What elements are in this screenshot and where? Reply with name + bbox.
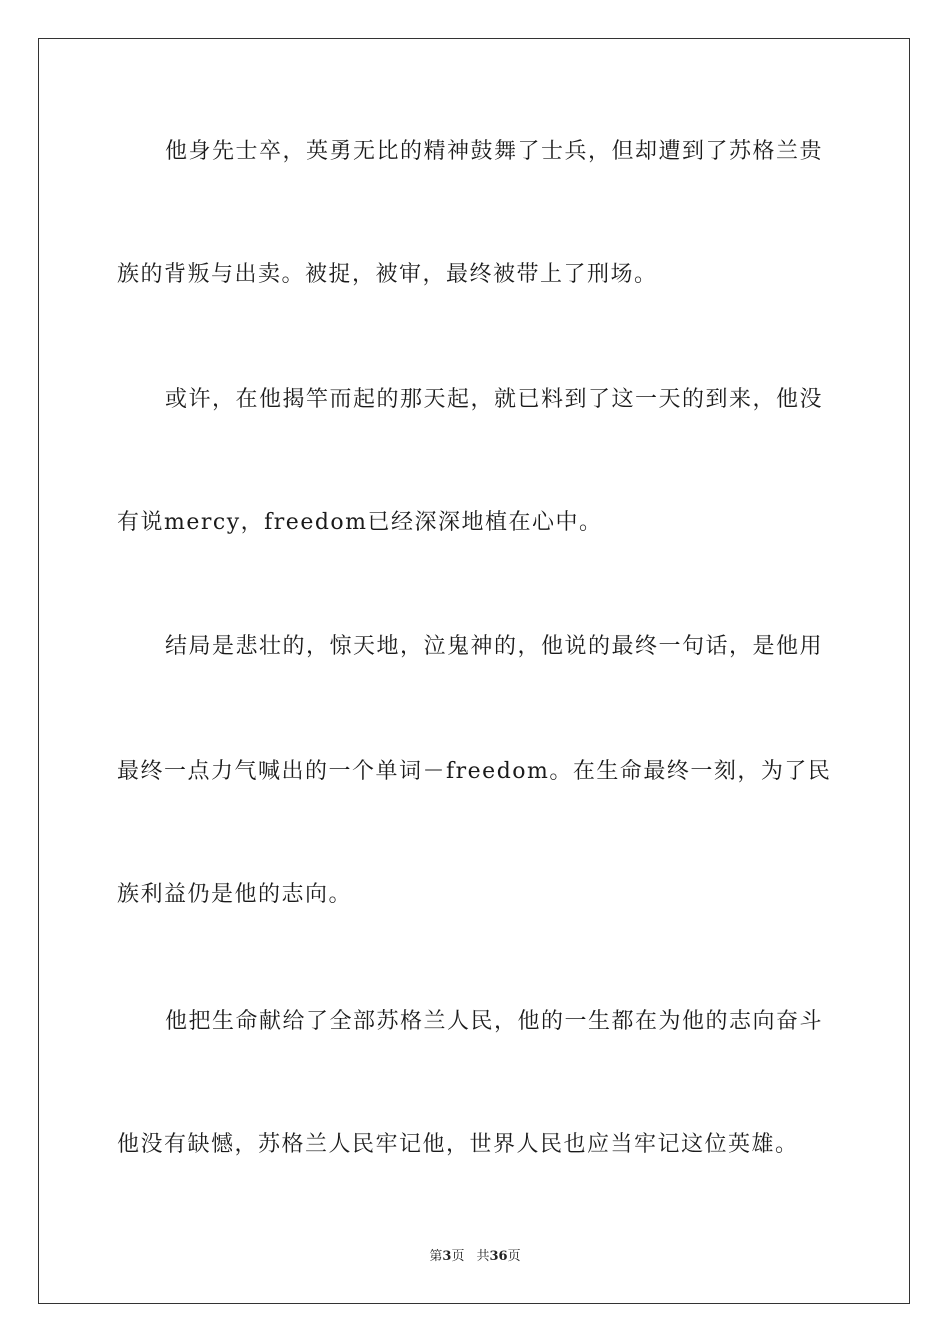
page-footer [0,1248,950,1266]
paragraph-3-line-2: 最终一点力气喊出的一个单词－freedom。在生命最终一刻，为了民 [117,759,832,784]
page-suffix: 页 [451,1249,465,1264]
total-pages: 36 [489,1249,508,1264]
paragraph-2-line-2: 有说mercy，freedom已经深深地植在心中。 [117,510,603,535]
paragraph-4-line-1: 他把生命献给了全部苏格兰人民，他的一生都在为他的志向奋斗 [165,1009,824,1034]
paragraph-3-line-1: 结局是悲壮的，惊天地，泣鬼神的，他说的最终一句话，是他用 [165,634,824,659]
paragraph-4-line-2: 他没有缺憾，苏格兰人民牢记他，世界人民也应当牢记这位英雄。 [117,1132,799,1157]
total-suffix: 页 [507,1249,521,1264]
paragraph-3-line-3: 族利益仍是他的志向。 [117,882,353,907]
page-border [38,38,910,1304]
paragraph-2-line-1: 或许，在他揭竿而起的那天起，就已料到了这一天的到来，他没 [165,387,824,412]
page-prefix: 第 [429,1249,443,1264]
page-number: 3 [442,1249,452,1264]
total-prefix: 共 [476,1249,490,1264]
paragraph-1-line-1: 他身先士卒，英勇无比的精神鼓舞了士兵，但却遭到了苏格兰贵 [165,139,824,164]
paragraph-1-line-2: 族的背叛与出卖。被捉，被审，最终被带上了刑场。 [117,262,658,287]
